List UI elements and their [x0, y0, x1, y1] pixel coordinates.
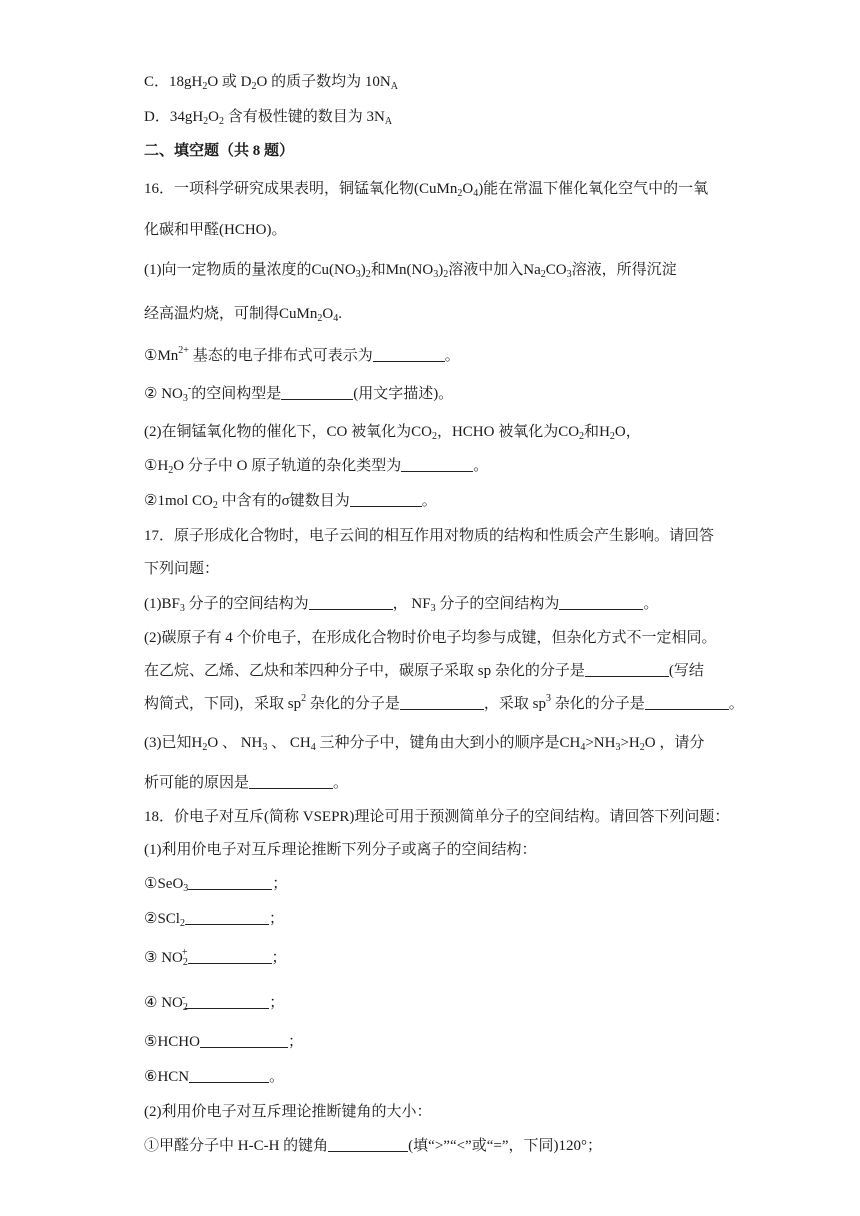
answer-blank[interactable]	[309, 595, 393, 610]
answer-blank[interactable]	[188, 875, 272, 890]
q17-part2-line2: 在乙烷、乙烯、乙炔和苯四种分子中，碳原子采取 sp 杂化的分子是 (写结	[144, 663, 704, 679]
answer-blank[interactable]	[350, 492, 422, 507]
q17-part3-line1: (3)已知$H_2O$ 、 $NH_3$ 、 $CH_4$ 三种分子中，键角由大到小的顺序是$CH_4>NH_3>H_2O$ ，请分	[144, 735, 705, 753]
q16-part2: (2)在铜锰氧化物的催化下，CO 被氧化为$CO_2$，HCHO 被氧化为$CO_2$和$H_2O$，	[144, 424, 641, 442]
answer-blank[interactable]	[189, 1068, 269, 1083]
answer-blank[interactable]	[281, 385, 353, 400]
q16-sub3: $①H_2O$ 分子中 O 原子轨道的杂化类型为 。	[144, 458, 489, 476]
option-c: C．$18gH_2O$ 或 $D_2O$ 的质子数均为 $10N_A$	[144, 74, 398, 92]
answer-blank[interactable]	[328, 1137, 408, 1152]
q17-part2-line3: 构简式，下同)，采取 $sp^2$ 杂化的分子是 ，采取 $sp^3$ 杂化的分子是 。	[144, 693, 744, 712]
answer-blank[interactable]	[188, 949, 272, 964]
q16-sub1: $①Mn^{2+}$ 基态的电子排布式可表示为 。	[144, 345, 460, 364]
answer-blank[interactable]	[400, 695, 484, 710]
answer-blank[interactable]	[585, 662, 669, 677]
q18-part2-item1: ①甲醛分子中 H-C-H 的键角 (填“>”“<”或“=”，下同)120°；	[144, 1138, 602, 1154]
q18-item2: ②SCl$_2$ ；	[144, 911, 284, 929]
option-d: D．$34gH_2O_2$ 含有极性键的数目为 $3N_A$	[144, 109, 393, 127]
q16-sub4: ②1mol $CO_2$ 中含有的σ键数目为 。	[144, 493, 437, 511]
q18-part2: (2)利用价电子对互斥理论推断键角的大小：	[144, 1104, 432, 1120]
q18-item6: ⑥HCN 。	[144, 1069, 285, 1085]
answer-blank[interactable]	[373, 347, 445, 362]
answer-blank[interactable]	[185, 910, 269, 925]
q16-part1-line2: 经高温灼烧，可制得$CuMn_2O_4$.	[144, 306, 342, 324]
answer-blank[interactable]	[559, 595, 643, 610]
answer-blank[interactable]	[645, 695, 729, 710]
q18-item1: ①SeO$_3$ ；	[144, 876, 288, 894]
q18-stem: 18．价电子对互斥(简称 VSEPR)理论可用于预测简单分子的空间结构。请回答下列问题：	[144, 809, 730, 825]
q17-part1: $(1)BF_3$ 分子的空间结构为 ， $NF_3$ 分子的空间结构为 。	[144, 596, 659, 614]
answer-blank[interactable]	[401, 457, 473, 472]
q17-part2-line1: (2)碳原子有 4 个价电子，在形成化合物时价电子均参与成键，但杂化方式不一定相同。	[144, 630, 717, 646]
q17-part3-line2: 析可能的原因是 。	[144, 775, 349, 791]
q16-stem-line2: 化碳和甲醛(HCHO)。	[144, 222, 287, 238]
q17-stem-line2: 下列问题：	[144, 561, 220, 577]
q17-stem-line1: 17．原子形成化合物时，电子云间的相互作用对物质的结构和性质会产生影响。请回答	[144, 528, 715, 544]
answer-blank[interactable]	[185, 994, 269, 1009]
q18-item4: ④ $NO_2^-$ ；	[144, 992, 285, 1013]
q18-item3: ③ $NO_2^+$ ；	[144, 947, 287, 968]
q16-stem-line1: 16．一项科学研究成果表明，铜锰氧化物$(CuMn_2O_4)$能在常温下催化氧化空气中的一氧	[144, 181, 709, 199]
q18-item5: ⑤HCHO ；	[144, 1034, 303, 1050]
answer-blank[interactable]	[249, 774, 333, 789]
section-heading: 二、填空题（共 8 题）	[144, 143, 295, 159]
q18-part1: (1)利用价电子对互斥理论推断下列分子或离子的空间结构：	[144, 842, 537, 858]
q16-part1-line1: (1)向一定物质的量浓度的$Cu(NO_3)_2$和$Mn(NO_3)_2$溶液中加入$Na_2CO_3$溶液，所得沉淀	[144, 262, 677, 280]
q16-sub2: ② $NO_3^-$的空间构型是 (用文字描述)。	[144, 383, 454, 404]
answer-blank[interactable]	[200, 1033, 288, 1048]
